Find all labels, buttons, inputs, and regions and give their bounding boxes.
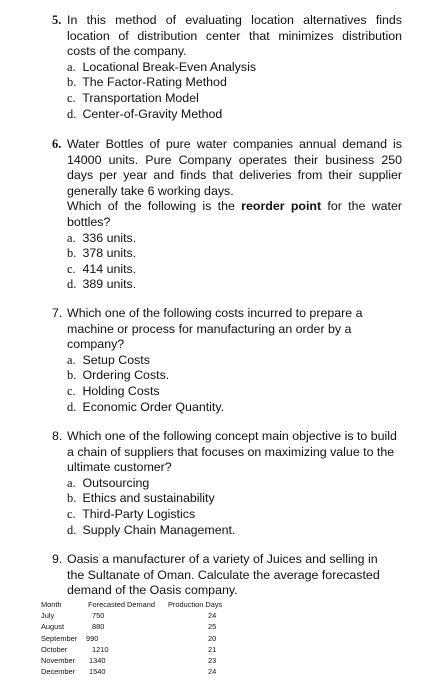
column-header-month: Month <box>41 600 62 609</box>
option-c[interactable]: c. 414 units. <box>67 261 137 276</box>
options-list <box>67 60 402 122</box>
days-cell: 20 <box>208 633 217 643</box>
question-text: Water Bottles of pure water companies annual demand is 14000 units. Pure Company operates their business 250 days per year and finds that deliveries from their supplier generally take 6 working days. Which of the following is the reorder point for the water bottles? <box>67 137 403 229</box>
question-number: 6. <box>52 137 62 151</box>
month-cell: August <box>41 622 65 632</box>
month-cell: September <box>41 633 78 643</box>
column-header-production-days: Production Days <box>168 600 223 609</box>
month-cell: December <box>41 667 76 677</box>
question-5 <box>52 13 402 122</box>
option-a[interactable]: a. Setup Costs <box>67 352 150 367</box>
demand-cell: 880 <box>92 622 105 632</box>
question-9 <box>52 552 392 599</box>
month-cell: October <box>41 644 68 654</box>
question-number: 8. <box>52 429 63 443</box>
demand-cell: 990 <box>86 633 99 643</box>
table-row <box>41 666 222 677</box>
option-c[interactable]: c. Third-Party Logistics <box>67 506 196 521</box>
option-b[interactable]: b. The Factor-Rating Method <box>67 75 227 90</box>
demand-cell: 1340 <box>89 656 106 666</box>
table-header-row <box>41 599 222 610</box>
option-b[interactable]: b. Ethics and sustainability <box>67 491 215 506</box>
options-list <box>67 353 398 415</box>
question-text: Which one of the following costs incurred to prepare a machine or process for manufacturing an order by a company? <box>67 306 363 352</box>
days-cell: 24 <box>208 667 217 677</box>
options-list <box>67 231 402 293</box>
option-a[interactable]: a. 336 units. <box>67 230 137 245</box>
question-number: 7. <box>52 306 63 320</box>
table-row <box>41 621 222 632</box>
column-header-forecasted-demand: Forecasted Demand <box>88 600 155 609</box>
option-c[interactable]: c. Holding Costs <box>67 383 160 398</box>
question-text: In this method of evaluating location alternatives finds location of distribution center that minimizes distribution costs of the company. <box>67 13 402 59</box>
option-b[interactable]: b. 378 units. <box>67 246 137 261</box>
month-cell: November <box>41 656 76 666</box>
question-7 <box>52 306 398 415</box>
demand-cell: 750 <box>92 611 105 621</box>
days-cell: 23 <box>208 656 217 666</box>
option-d[interactable]: d. Supply Chain Management. <box>67 522 236 537</box>
option-d[interactable]: d. Center-of-Gravity Method <box>67 106 223 121</box>
option-d[interactable]: d. 389 units. <box>67 277 137 292</box>
question-text: Which one of the following concept main objective is to build a chain of suppliers that focuses on maximizing value to the ultimate customer? <box>67 429 397 475</box>
question-8 <box>52 429 400 538</box>
option-a[interactable]: a. Outsourcing <box>67 475 150 490</box>
days-cell: 25 <box>208 622 217 632</box>
days-cell: 21 <box>208 644 217 654</box>
demand-cell: 1210 <box>92 644 109 654</box>
question-number: 5. <box>52 13 62 27</box>
question-text: Oasis a manufacturer of a variety of Juices and selling in the Sultanate of Oman. Calculate the average forecasted demand of the Oasis company. <box>67 552 380 598</box>
table-row <box>41 610 222 621</box>
question-prompt: Which of the following is the reorder point for the water bottles? <box>67 199 403 229</box>
month-cell: July <box>41 611 55 621</box>
option-c[interactable]: c. Transportation Model <box>67 90 199 105</box>
options-list <box>67 476 400 538</box>
emphasis-text: reorder point <box>241 199 322 214</box>
option-b[interactable]: b. Ordering Costs. <box>67 368 170 383</box>
table-row <box>41 633 222 644</box>
option-d[interactable]: d. Economic Order Quantity. <box>67 399 225 414</box>
production-table <box>41 599 222 677</box>
table-row <box>41 644 222 655</box>
question-6 <box>52 137 402 293</box>
option-a[interactable]: a. Locational Break-Even Analysis <box>67 59 257 74</box>
question-number: 9. <box>52 552 63 566</box>
table-row <box>41 655 222 666</box>
days-cell: 24 <box>208 611 217 621</box>
demand-cell: 1540 <box>89 667 106 677</box>
